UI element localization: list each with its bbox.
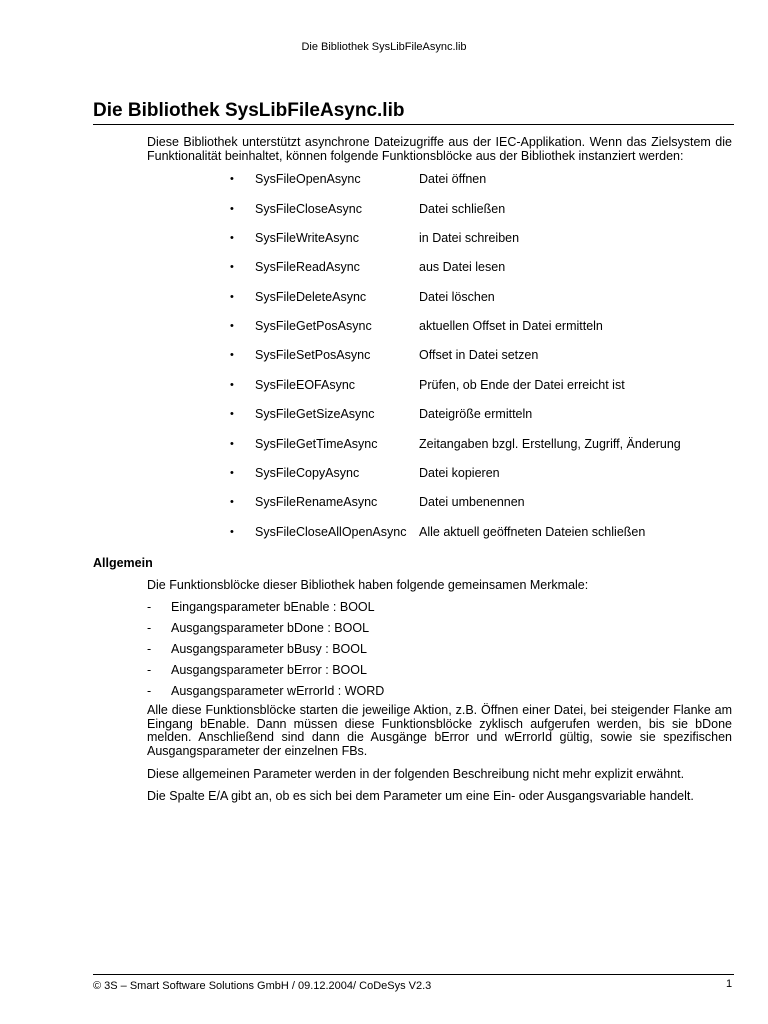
list-item bbox=[0, 377, 768, 393]
function-block-description: in Datei schreiben bbox=[419, 230, 520, 245]
dash-marker: - bbox=[147, 663, 152, 677]
function-block-name: SysFileCloseAllOpenAsync bbox=[255, 524, 407, 539]
intro-paragraph: Diese Bibliothek unterstützt asynchrone Dateizugriffe aus der IEC-Applikation. Wenn das Zielsystem die Funktionalität beinhaltet, können folgende Funktionsblöcke aus der Bibliothek instanziert werden: bbox=[147, 135, 732, 163]
function-block-description: Datei schließen bbox=[419, 201, 506, 216]
function-block-name: SysFileDeleteAsync bbox=[255, 289, 367, 304]
parameter-text: Ausgangsparameter bDone : BOOL bbox=[171, 621, 370, 635]
function-block-name: SysFileCloseAsync bbox=[255, 201, 362, 216]
list-item bbox=[0, 201, 768, 217]
footer-copyright: © 3S – Smart Software Solutions GmbH / 09.12.2004/ CoDeSys V2.3 bbox=[93, 980, 432, 992]
function-block-description: Zeitangaben bzgl. Erstellung, Zugriff, Änderung bbox=[419, 436, 681, 451]
bullet-icon: • bbox=[230, 378, 234, 391]
function-block-name: SysFileEOFAsync bbox=[255, 377, 356, 392]
parameter-text: Ausgangsparameter bError : BOOL bbox=[171, 663, 367, 677]
list-item bbox=[0, 347, 768, 363]
list-item bbox=[0, 620, 768, 636]
list-item bbox=[0, 683, 768, 699]
dash-marker: - bbox=[147, 642, 152, 656]
function-block-name: SysFileGetSizeAsync bbox=[255, 407, 375, 421]
function-block-name: SysFileReadAsync bbox=[255, 260, 360, 274]
list-item bbox=[0, 406, 768, 422]
function-block-name: SysFileRenameAsync bbox=[255, 495, 378, 509]
dash-marker: - bbox=[147, 600, 152, 614]
general-intro: Die Funktionsblöcke dieser Bibliothek haben folgende gemeinsamen Merkmale: bbox=[147, 578, 589, 592]
footer-divider bbox=[93, 974, 734, 975]
bullet-icon: • bbox=[230, 231, 234, 244]
function-block-description: Prüfen, ob Ende der Datei erreicht ist bbox=[419, 377, 625, 392]
function-block-name: SysFileWriteAsync bbox=[255, 230, 359, 245]
list-item bbox=[0, 599, 768, 615]
function-block-name: SysFileOpenAsync bbox=[255, 172, 361, 186]
function-block-name: SysFileGetTimeAsync bbox=[255, 436, 378, 451]
body-paragraph: Die Spalte E/A gibt an, ob es sich bei dem Parameter um eine Ein- oder Ausgangsvariable handelt. bbox=[147, 789, 694, 803]
list-item bbox=[0, 465, 768, 481]
body-paragraph: Alle diese Funktionsblöcke starten die jeweilige Aktion, z.B. Öffnen einer Datei, bei steigender Flanke am Eingang bEnable. Dann müssen diese Funktionsblöcke zyklisch aufgerufen werden, bis sie bDone melden. Anschließend sind dann die Ausgänge bError und wErrorId gültig, sowie sie spezifischen Ausgangsparameter der einzelnen FBs. bbox=[147, 703, 732, 758]
title-divider bbox=[93, 124, 734, 125]
bullet-icon: • bbox=[230, 261, 234, 273]
bullet-icon: • bbox=[230, 290, 234, 303]
function-block-description: aus Datei lesen bbox=[419, 260, 506, 274]
function-block-name: SysFileCopyAsync bbox=[255, 465, 360, 480]
section-heading: Allgemein bbox=[93, 556, 153, 570]
page-number: 1 bbox=[726, 978, 733, 990]
dash-marker: - bbox=[147, 684, 152, 698]
list-item bbox=[0, 318, 768, 334]
list-item bbox=[0, 259, 768, 275]
bullet-icon: • bbox=[230, 202, 234, 215]
bullet-icon: • bbox=[230, 525, 234, 538]
list-item bbox=[0, 436, 768, 452]
parameter-text: Eingangsparameter bEnable : BOOL bbox=[171, 600, 375, 614]
bullet-icon: • bbox=[230, 496, 234, 508]
bullet-icon: • bbox=[230, 173, 234, 185]
function-block-description: Datei umbenennen bbox=[419, 495, 525, 509]
list-item bbox=[0, 662, 768, 678]
body-paragraph: Diese allgemeinen Parameter werden in der folgenden Beschreibung nicht mehr explizit erwähnt. bbox=[147, 767, 685, 781]
bullet-icon: • bbox=[230, 466, 234, 479]
function-block-description: Alle aktuell geöffneten Dateien schließen bbox=[419, 524, 646, 539]
bullet-icon: • bbox=[230, 408, 234, 420]
function-block-description: Dateigröße ermitteln bbox=[419, 407, 533, 421]
function-block-description: Datei löschen bbox=[419, 289, 495, 304]
function-block-description: aktuellen Offset in Datei ermitteln bbox=[419, 319, 603, 333]
parameter-text: Ausgangsparameter bBusy : BOOL bbox=[171, 642, 367, 656]
parameter-text: Ausgangsparameter wErrorId : WORD bbox=[171, 684, 385, 698]
function-block-description: Datei öffnen bbox=[419, 172, 487, 186]
bullet-icon: • bbox=[230, 349, 234, 361]
list-item bbox=[0, 230, 768, 246]
dash-marker: - bbox=[147, 621, 152, 635]
list-item bbox=[0, 494, 768, 510]
function-block-name: SysFileSetPosAsync bbox=[255, 348, 371, 362]
list-item bbox=[0, 641, 768, 657]
list-item bbox=[0, 524, 768, 540]
running-header: Die Bibliothek SysLibFileAsync.lib bbox=[301, 41, 467, 53]
function-block-description: Offset in Datei setzen bbox=[419, 348, 539, 362]
function-block-description: Datei kopieren bbox=[419, 465, 500, 480]
bullet-icon: • bbox=[230, 320, 234, 332]
page-title: Die Bibliothek SysLibFileAsync.lib bbox=[93, 100, 405, 121]
bullet-icon: • bbox=[230, 437, 234, 450]
function-block-name: SysFileGetPosAsync bbox=[255, 319, 372, 333]
list-item bbox=[0, 171, 768, 187]
list-item bbox=[0, 289, 768, 305]
